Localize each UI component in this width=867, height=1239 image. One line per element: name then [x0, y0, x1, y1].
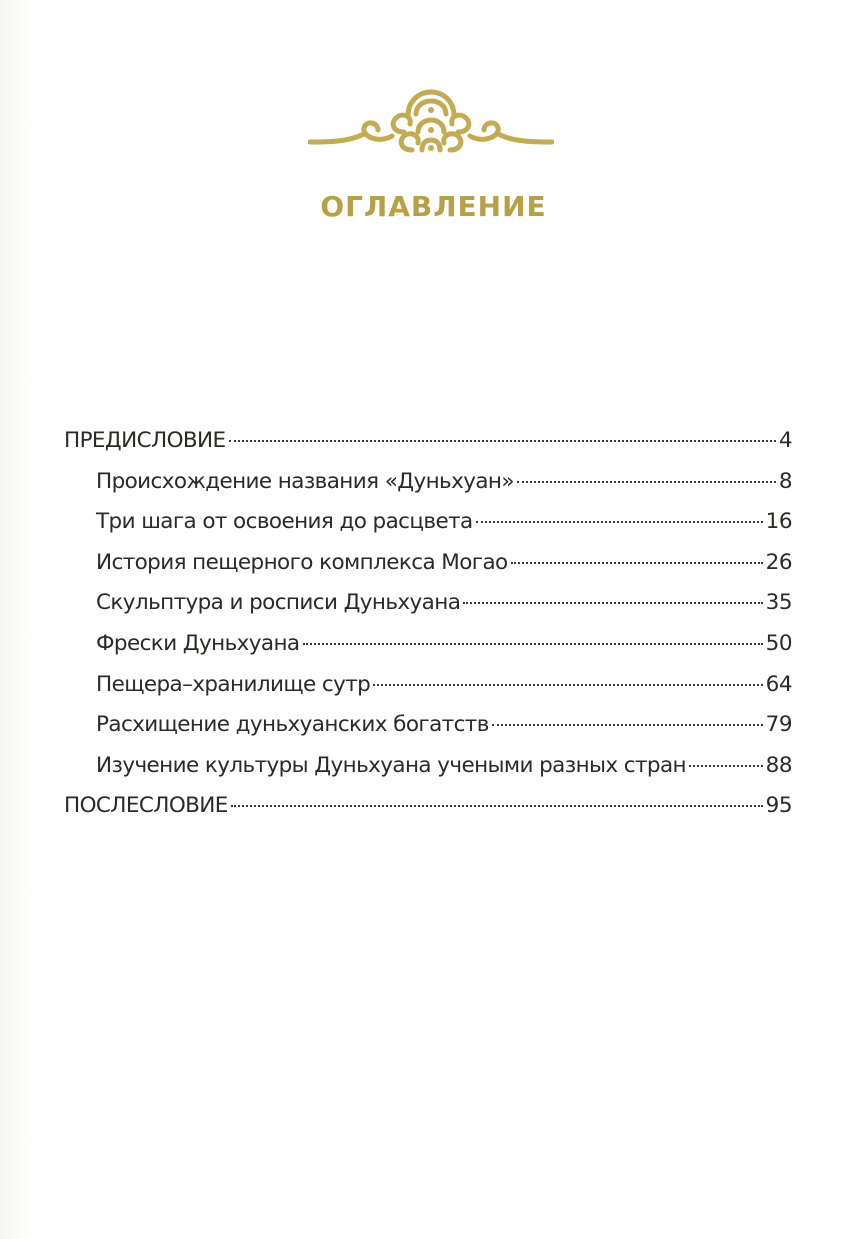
- toc-page-number: 16: [765, 509, 792, 535]
- dot-leader: [492, 724, 763, 726]
- toc-entry-name-origin[interactable]: [64, 462, 792, 503]
- toc-entry-label: Происхождение названия «Дуньхуан»: [96, 468, 514, 494]
- toc-page-number: 4: [778, 428, 792, 453]
- toc-entry-sculpture[interactable]: [64, 583, 792, 624]
- toc-entry-afterword[interactable]: [64, 786, 792, 827]
- dot-leader: [303, 643, 763, 645]
- dot-leader: [231, 805, 763, 807]
- toc-entry-scholars[interactable]: [64, 746, 792, 787]
- toc-entry-frescoes[interactable]: [64, 624, 792, 665]
- toc-page-number: 50: [765, 630, 792, 656]
- dot-leader: [689, 765, 763, 767]
- table-of-contents: [64, 421, 792, 827]
- toc-page-number: 35: [765, 590, 792, 616]
- gold-cloud-ornament-icon: [308, 86, 554, 162]
- toc-entry-label: ПОСЛЕСЛОВИЕ: [64, 793, 228, 819]
- toc-page-number: 8: [778, 468, 792, 494]
- toc-entry-label: Расхищение дуньхуанских богатств: [96, 712, 489, 738]
- toc-entry-label: История пещерного комплекса Могао: [96, 549, 508, 575]
- toc-page-number: 79: [765, 712, 792, 738]
- toc-entry-plunder[interactable]: [64, 705, 792, 746]
- toc-entry-label: Изучение культуры Дуньхуана учеными разных стран: [96, 752, 687, 778]
- toc-entry-three-steps[interactable]: [64, 502, 792, 543]
- toc-entry-label: Пещера–хранилище сутр: [96, 671, 371, 697]
- toc-entry-preface[interactable]: [64, 421, 792, 462]
- toc-entry-label: Скульптура и росписи Дуньхуана: [96, 590, 461, 616]
- toc-entry-label: Три шага от освоения до расцвета: [96, 509, 473, 535]
- dot-leader: [517, 481, 776, 483]
- toc-page-number: 26: [765, 549, 792, 575]
- toc-entry-label: ПРЕДИСЛОВИЕ: [64, 428, 226, 453]
- dot-leader: [373, 684, 762, 686]
- toc-page-number: 64: [765, 671, 792, 697]
- toc-entry-label: Фрески Дуньхуана: [96, 630, 300, 656]
- toc-page-number: 95: [765, 793, 792, 819]
- dot-leader: [511, 562, 763, 564]
- toc-entry-mogao-history[interactable]: [64, 543, 792, 584]
- toc-page-number: 88: [765, 752, 792, 778]
- dot-leader: [229, 440, 776, 442]
- dot-leader: [476, 521, 763, 523]
- dot-leader: [463, 602, 762, 604]
- toc-entry-sutra-cave[interactable]: [64, 665, 792, 706]
- page-title: ОГЛАВЛЕНИЕ: [320, 190, 547, 223]
